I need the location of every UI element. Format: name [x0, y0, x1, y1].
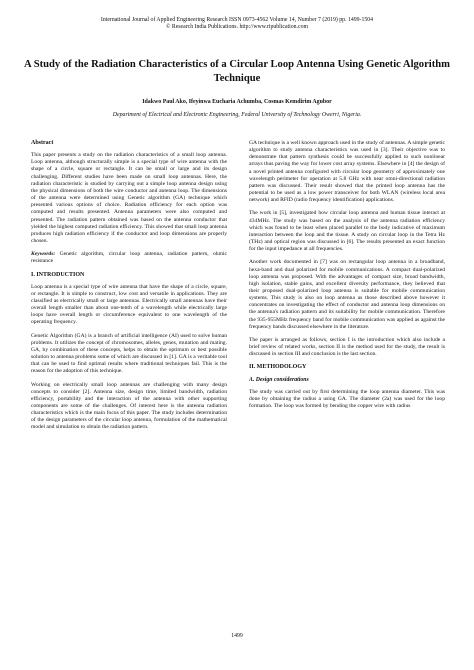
page-number: 1499 [231, 633, 243, 639]
right-column [249, 140, 445, 416]
keywords-label: Keywords: [31, 251, 56, 258]
right-paragraph-1: GA technique is a well known approach used in the study of antennas. A simple genetic algorithm to study antenna characteristics was used in [3]. Their objective was to demonstrate that pattern synthesis could be successfully applied to such nonlinear arrays thus paving the way for lower cost array systems. Elsewhere in [4] the design of a novel printed antenna configured with circular loop geometry of approximately one wavelength perimeter for operation at 5.8 GHz with near omni-directional radiation pattern was discussed. Their result showed that the printed loop antenna has the potential to be used as a low power transceiver for both WLAN (wireless local area network) and RFID (radio frequency identification) applications. [249, 140, 445, 204]
introduction-heading: I. INTRODUCTION [31, 271, 85, 278]
journal-header [0, 17, 474, 31]
affiliation: Department of Electrical and Electronic Engineering, Federal University of Technology Owerri, Nigeria. [112, 112, 362, 118]
abstract-heading: Abstract [31, 140, 54, 146]
paper-title: A Study of the Radiation Characteristics of a Circular Loop Antenna Using Genetic Algorithm Technique [23, 59, 450, 84]
methodology-paragraph-1: The study was carried out by first determining the loop antenna diameter. This was done by obtaining the radius a using GA. The diameter (2a) was used for the loop formation. The loop was formed by bending the copper wire with radius [249, 388, 445, 409]
keywords [31, 251, 227, 265]
keywords-text: Genetic algorithm, circular loop antenna, radiation pattern, ohmic resistance [31, 251, 227, 265]
author-list: Idakwo Paul Ako, Ifeyinwa Eucharia Achumba, Cosmas Kemdirim Agubor [142, 99, 332, 105]
design-considerations-heading: A. Design considerations [249, 376, 309, 383]
right-paragraph-2: The work in [5], investigated how circular loop antenna and human tissue interact at 434MHz. The study was based on the analysis of the antenna radiation efficiency which was found to be least when placed parallel to the body indicative of maximum interaction between the loop and the tissue. A study on circular loop in the Tetra Hz (THz) and optical region was discussed in [6]. The results presented an exact function for the input impedance at all frequencies. [249, 210, 445, 253]
right-paragraph-3: Another work documented in [7] was on rectangular loop antenna in a broadband, hexa-band and dual polarized for mobile communications. A compact dual-polarized loop antenna was proposed. With the advantages of compact size, broad bandwidth, high isolation, stable gains, and excellent diversity performance, they believed that their proposed dual-polarized loop antenna is suitable for mobile communication systems. This study is also on loop antenna as those described above however it concentrates on investigating the effect of conductor and antenna loop dimensions on the antenna's radiation pattern and its suitability for mobile communication. Therefore the 935-955MHz frequency band for mobile communication was applied as against the frequency bands discussed elsewhere in the literature. [249, 259, 445, 330]
abstract-text: This paper presents a study on the radiation characteristics of a small loop antenna. Loop antenna, although structurally simple is a special type of wire antenna with the shape of a circle, square or rectangle. It can be small or large and its design challenging. Different studies have been made on small loop antennas. Here, the radiation characteristic is studied by carrying out a simple loop antenna design using the physical dimensions of both the wire conductor and antenna loop. The dimensions of the antenna were determined using Genetic algorithm (GA) technique which presented various options of choice. Radiation efficiency for each option was computed and results presented. Antenna parameters were also computed and presented. The radiation pattern obtained was based on the antenna conductor that yielded the highest computed radiation efficiency. This showed that small loop antenna produces high radiation efficiency if the conductor and loop dimensions are properly chosen. [31, 152, 227, 245]
publisher-line: © Research India Publications. http://www.ripublication.com [166, 24, 308, 31]
methodology-heading: II. METHODOLOGY [249, 364, 307, 371]
intro-paragraph-2: Genetic Algorithm (GA) is a branch of artificial intelligence (AI) used to solve human problems. It utilizes the concept of chromosomes, alleles, genes, mutation and mating. GA, by combination of these concepts, helps to obtain the optimum or best possible solution to antenna problems some of which are discussed in [1]. GA is a veritable tool that can be used to find optimal results where traditional techniques fail. This is the reason for the adoption of this technique. [31, 332, 227, 375]
intro-paragraph-3: Working on electrically small loop antennas are challenging with many design concepts to consider [2]. Antenna size, design time, limited bandwidth, radiation efficiency, portability and the interaction of the antenna with other supporting components are some of the challenges. Of interest here is the antenna radiation characteristics which is the main focus of this paper. The study includes determination of the design parameters of the circular loop antenna, formulation of the mathematical model and simulation to obtain the radiation pattern. [31, 381, 227, 431]
right-paragraph-4: The paper is arranged as follows, section I is the introduction which also include a brief review of related works, section II is the method used for the study, the result is discussed in section III and conclusion is the last section. [249, 336, 445, 358]
left-column [31, 140, 227, 438]
journal-citation: International Journal of Applied Engineering Research ISSN 0973-4562 Volume 14, Number 7 (2019) pp. 1499-1504 [100, 17, 374, 23]
intro-paragraph-1: Loop antenna is a special type of wire antenna that have the shape of a circle, square, or rectangle. It is simple to construct, low cost and versatile in applications. They are classified as electrically small or large antennas. Electrically small antennas have their overall length smaller than about one-tenth of a wavelength while electrically large loops have overall length or circumference equivalent to one wavelength of the operating frequency. [31, 283, 227, 326]
